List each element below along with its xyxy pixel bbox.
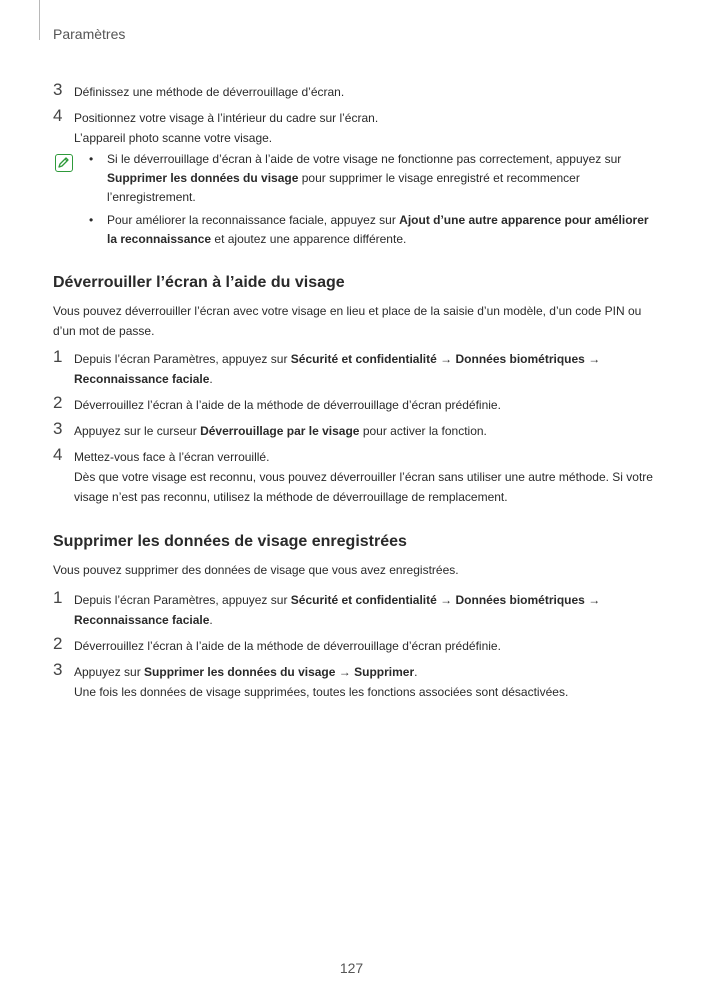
step-bold: Supprimer les données du visage bbox=[144, 665, 336, 679]
page-number: 127 bbox=[339, 960, 364, 976]
step-text: Appuyez sur bbox=[74, 665, 145, 679]
step-text: pour activer la fonction. bbox=[359, 424, 487, 438]
step-text: Appuyez sur le curseur bbox=[74, 424, 201, 438]
note-text: Si le déverrouillage d’écran à l’aide de votre visage ne fonctionne pas correctement, appuyez sur bbox=[107, 152, 622, 166]
step-item bbox=[53, 447, 653, 507]
arrow: → bbox=[335, 665, 355, 679]
arrow: → bbox=[436, 352, 456, 366]
step-text: . bbox=[209, 372, 213, 386]
step-bold: Supprimer bbox=[354, 665, 415, 679]
step-list bbox=[53, 349, 653, 507]
step-number: 2 bbox=[53, 634, 63, 653]
note-text: pour supprimer le visage enregistré et recommencer l’enregistrement. bbox=[107, 171, 580, 204]
section-title: Supprimer les données de visage enregistrées bbox=[53, 533, 407, 550]
note-text: et ajoutez une apparence différente. bbox=[211, 232, 407, 246]
arrow: → bbox=[584, 352, 601, 366]
note-bullet bbox=[53, 211, 653, 249]
note-box bbox=[53, 150, 653, 249]
step-text: . bbox=[209, 613, 213, 627]
step-bold: Données biométriques bbox=[455, 593, 585, 607]
bullet-dot: • bbox=[89, 152, 94, 166]
step-item bbox=[53, 349, 653, 389]
step-subtext: Dès que votre visage est reconnu, vous pouvez déverrouiller l’écran sans utiliser une autre méthode. Si votre visage n’est pas reconnu, utilisez la méthode de déverrouillage de remplacement. bbox=[74, 470, 653, 504]
step-text: Depuis l’écran Paramètres, appuyez sur bbox=[74, 593, 291, 607]
step-item bbox=[53, 590, 653, 630]
arrow: → bbox=[584, 593, 601, 607]
step-item bbox=[53, 108, 653, 148]
step-bold: Déverrouillage par le visage bbox=[200, 424, 360, 438]
step-number: 4 bbox=[53, 445, 63, 464]
step-number: 1 bbox=[53, 347, 63, 366]
step-text: Déverrouillez l’écran à l’aide de la méthode de déverrouillage d’écran prédéfinie. bbox=[74, 639, 501, 653]
note-text: Pour améliorer la reconnaissance faciale, appuyez sur bbox=[107, 213, 400, 227]
step-text: Déverrouillez l’écran à l’aide de la méthode de déverrouillage d’écran prédéfinie. bbox=[74, 398, 501, 412]
header-rule bbox=[39, 0, 40, 40]
step-text: Mettez-vous face à l’écran verrouillé. bbox=[74, 450, 270, 464]
section-intro: Vous pouvez supprimer des données de visage que vous avez enregistrées. bbox=[53, 563, 459, 577]
section-title: Déverrouiller l’écran à l’aide du visage bbox=[53, 274, 345, 291]
step-bold: Sécurité et confidentialité bbox=[290, 352, 437, 366]
step-text: Définissez une méthode de déverrouillage d’écran. bbox=[74, 85, 345, 99]
step-list bbox=[53, 590, 653, 702]
step-bold: Données biométriques bbox=[455, 352, 585, 366]
step-item bbox=[53, 395, 653, 415]
step-item bbox=[53, 636, 653, 656]
step-number: 1 bbox=[53, 588, 63, 607]
note-bold: Supprimer les données du visage bbox=[107, 171, 299, 185]
page-header-title: Paramètres bbox=[53, 26, 126, 42]
step-item bbox=[53, 421, 653, 441]
step-number: 3 bbox=[53, 660, 63, 679]
arrow: → bbox=[436, 593, 456, 607]
step-text: Positionnez votre visage à l’intérieur du cadre sur l’écran. bbox=[74, 111, 379, 125]
step-subtext: Une fois les données de visage supprimées, toutes les fonctions associées sont désactivées. bbox=[74, 685, 569, 699]
step-item bbox=[53, 662, 653, 702]
note-bullet bbox=[53, 150, 653, 207]
intro-steps bbox=[53, 82, 653, 148]
step-subtext: L’appareil photo scanne votre visage. bbox=[74, 131, 273, 145]
note-bold: Ajout d’une autre apparence pour améliorer la reconnaissance bbox=[107, 213, 649, 246]
bullet-dot: • bbox=[89, 213, 94, 227]
step-item bbox=[53, 82, 653, 102]
section-delete-face-data bbox=[53, 533, 653, 702]
step-text: . bbox=[414, 665, 418, 679]
section-intro: Vous pouvez déverrouiller l’écran avec votre visage en lieu et place de la saisie d’un modèle, d’un code PIN ou d’un mot de passe. bbox=[53, 304, 642, 338]
step-number: 2 bbox=[53, 393, 63, 412]
section-unlock-face bbox=[53, 274, 653, 507]
step-text: Depuis l’écran Paramètres, appuyez sur bbox=[74, 352, 291, 366]
step-bold: Reconnaissance faciale bbox=[74, 613, 210, 627]
step-bold: Reconnaissance faciale bbox=[74, 372, 210, 386]
step-number: 4 bbox=[53, 106, 63, 125]
step-bold: Sécurité et confidentialité bbox=[290, 593, 437, 607]
step-number: 3 bbox=[53, 419, 63, 438]
step-number: 3 bbox=[53, 80, 63, 99]
